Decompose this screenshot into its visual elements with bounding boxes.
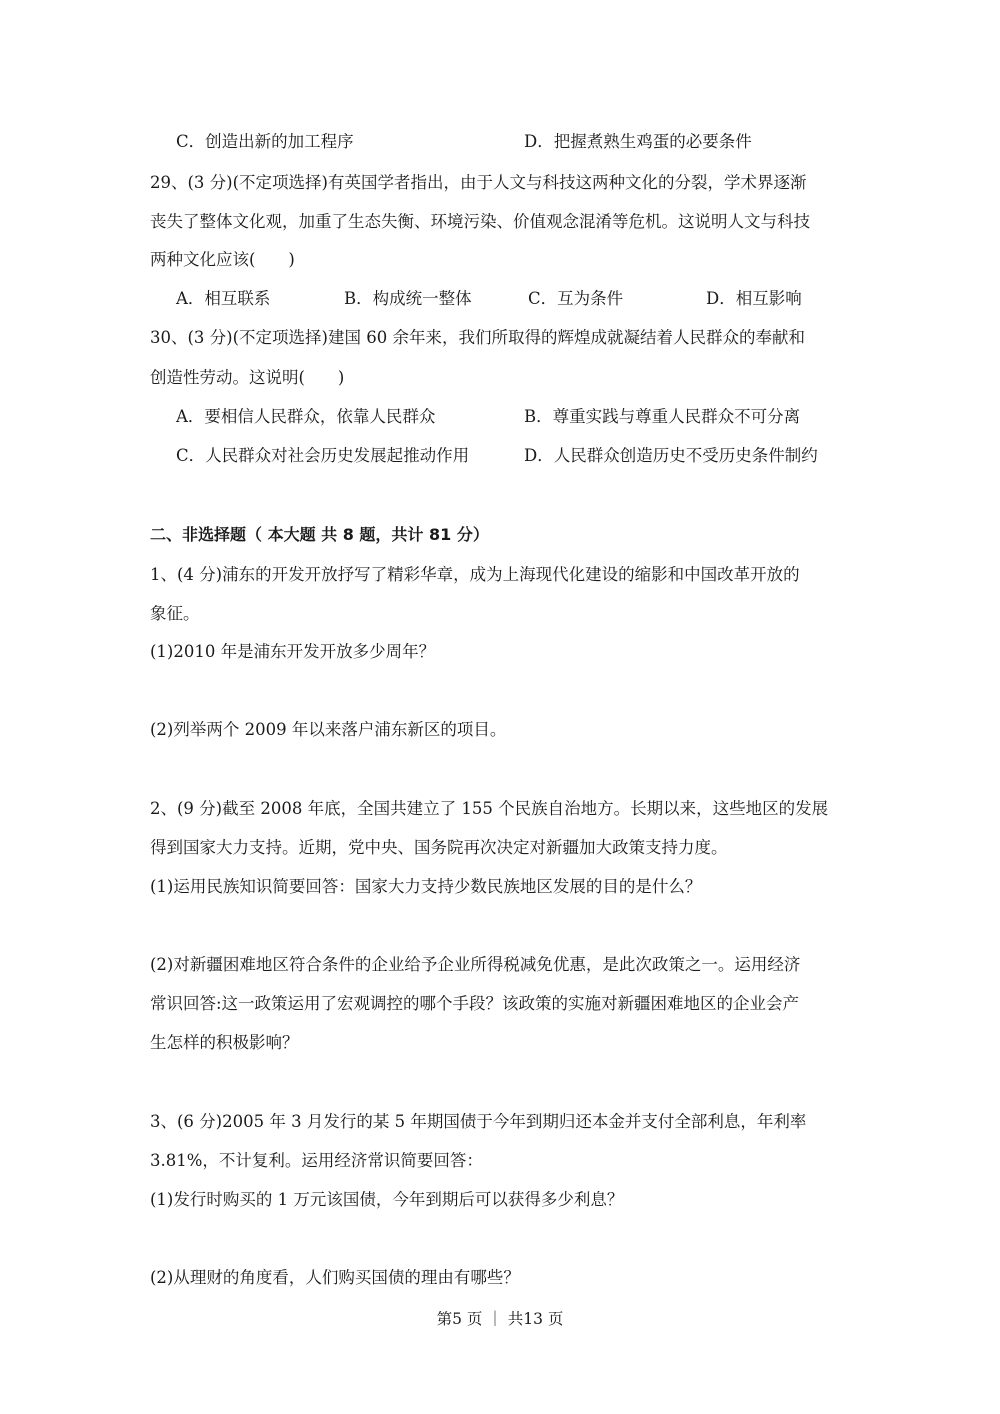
q29-stem-line3: 两种文化应该( ) (150, 250, 295, 269)
q30-stem-line2: 创造性劳动。这说明( ) (150, 368, 345, 387)
s2q1-stem-line2: 象征。 (150, 604, 200, 623)
q30-option-c: C．人民群众对社会历史发展起推动作用 (176, 446, 470, 465)
q29-stem-line1: 29、(3 分)(不定项选择)有英国学者指出，由于人文与科技这两种文化的分裂，学术界逐渐 (150, 173, 807, 192)
q30-stem-line1: 30、(3 分)(不定项选择)建国 60 余年来，我们所取得的辉煌成就凝结着人民群众的奉献和 (150, 328, 805, 347)
q28-option-c: C．创造出新的加工程序 (176, 132, 354, 151)
q29-option-a: A．相互联系 (176, 289, 271, 308)
s2q1-sub2: (2)列举两个 2009 年以来落户浦东新区的项目。 (150, 720, 507, 739)
q29-option-d: D．相互影响 (706, 289, 802, 308)
q29-option-b: B．构成统一整体 (344, 289, 472, 308)
s2q3-sub2: (2)从理财的角度看，人们购买国债的理由有哪些？ (150, 1268, 520, 1287)
section-title: 二、非选择题（ 本大题 共 8 题，共计 81 分） (150, 525, 489, 544)
q29-stem-line2: 丧失了整体文化观，加重了生态失衡、环境污染、价值观念混淆等危机。这说明人文与科技 (150, 212, 810, 231)
s2q3-sub1: (1)发行时购买的 1 万元该国债，今年到期后可以获得多少利息？ (150, 1190, 624, 1209)
s2q2-sub1: (1)运用民族知识简要回答：国家大力支持少数民族地区发展的目的是什么？ (150, 877, 702, 896)
s2q2-stem-line1: 2、(9 分)截至 2008 年底，全国共建立了 155 个民族自治地方。长期以来，这些地区的发展 (150, 799, 829, 818)
s2q3-stem-line1: 3、(6 分)2005 年 3 月发行的某 5 年期国债于今年到期归还本金并支付全部利息，年利率 (150, 1112, 807, 1131)
s2q2-sub2-line1: (2)对新疆困难地区符合条件的企业给予企业所得税减免优惠，是此次政策之一。运用经济 (150, 955, 801, 974)
s2q2-sub2-line3: 生怎样的积极影响？ (150, 1033, 299, 1052)
s2q3-stem-line2: 3.81%，不计复利。运用经济常识简要回答： (150, 1151, 483, 1170)
q30-option-d: D．人民群众创造历史不受历史条件制约 (524, 446, 818, 465)
q28-option-d: D．把握煮熟生鸡蛋的必要条件 (524, 132, 752, 151)
s2q2-stem-line2: 得到国家大力支持。近期，党中央、国务院再次决定对新疆加大政策支持力度。 (150, 838, 728, 857)
q30-option-b: B．尊重实践与尊重人民群众不可分离 (524, 407, 801, 426)
q29-option-c: C．互为条件 (528, 289, 624, 308)
page-footer: 第5 页 ｜ 共13 页 (436, 1310, 564, 1328)
s2q2-sub2-line2: 常识回答:这一政策运用了宏观调控的哪个手段？该政策的实施对新疆困难地区的企业会产 (150, 994, 800, 1013)
q30-option-a: A．要相信人民群众，依靠人民群众 (176, 407, 436, 426)
s2q1-stem-line1: 1、(4 分)浦东的开发开放抒写了精彩华章，成为上海现代化建设的缩影和中国改革开放的 (150, 565, 800, 584)
s2q1-sub1: (1)2010 年是浦东开发开放多少周年？ (150, 642, 436, 661)
